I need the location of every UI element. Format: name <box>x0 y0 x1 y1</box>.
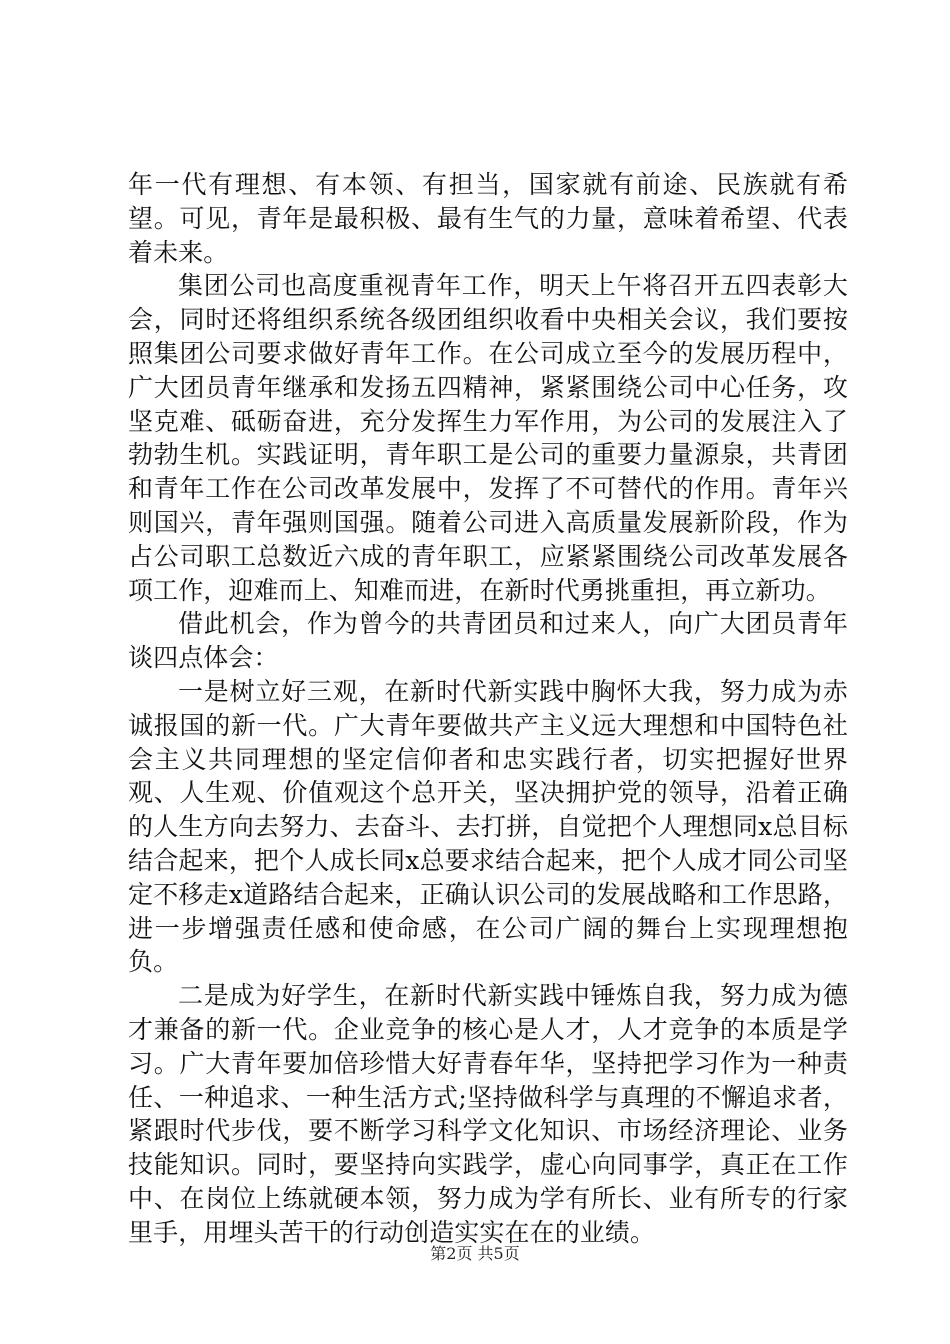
paragraph-intro-four-points: 借此机会，作为曾今的共青团员和过来人，向广大团员青年谈四点体会： <box>128 609 848 673</box>
page-footer <box>0 1244 950 1264</box>
document-body <box>128 168 848 1250</box>
page-number: 第2页 共5页 <box>430 1244 520 1263</box>
paragraph-point-one: 一是树立好三观，在新时代新实践中胸怀大我，努力成为赤诚报国的新一代。广大青年要做共产主义远大理想和中国特色社会主义共同理想的坚定信仰者和忠实践行者，切实把握好世界观、人生观、价值观这个总开关，坚决拥护党的领导，沿着正确的人生方向去努力、去奋斗、去打拼，自觉把个人理想同x总目标结合起来，把个人成长同x总要求结合起来，把个人成才同公司坚定不移走x道路结合起来，正确认识公司的发展战略和工作思路，进一步增强责任感和使命感，在公司广阔的舞台上实现理想抱负。 <box>128 676 848 977</box>
paragraph-point-two: 二是成为好学生，在新时代新实践中锤炼自我，努力成为德才兼备的新一代。企业竞争的核心是人才，人才竞争的本质是学习。广大青年要加倍珍惜大好青春年华，坚持把学习作为一种责任、一种追求、一种生活方式;坚持做科学与真理的不懈追求者，紧跟时代步伐，要不断学习科学文化知识、市场经济理论、业务技能知识。同时，要坚持向实践学，虚心向同事学，真正在工作中、在岗位上练就硬本领，努力成为学有所长、业有所专的行家里手，用埋头苦干的行动创造实实在在的业绩。 <box>128 981 848 1247</box>
paragraph-youth-work: 集团公司也高度重视青年工作，明天上午将召开五四表彰大会，同时还将组织系统各级团组织收看中央相关会议，我们要按照集团公司要求做好青年工作。在公司成立至今的发展历程中，广大团员青年继承和发扬五四精神，紧紧围绕公司中心任务，攻坚克难、砥砺奋进，充分发挥生力军作用，为公司的发展注入了勃勃生机。实践证明，青年职工是公司的重要力量源泉，共青团和青年工作在公司改革发展中，发挥了不可替代的作用。青年兴则国兴，青年强则国强。随着公司进入高质量发展新阶段，作为占公司职工总数近六成的青年职工，应紧紧围绕公司改革发展各项工作，迎难而上、知难而进，在新时代勇挑重担，再立新功。 <box>128 271 848 605</box>
paragraph-continuation: 年一代有理想、有本领、有担当，国家就有前途、民族就有希望。可见，青年是最积极、最有生气的力量，意味着希望、代表着未来。 <box>128 170 848 267</box>
